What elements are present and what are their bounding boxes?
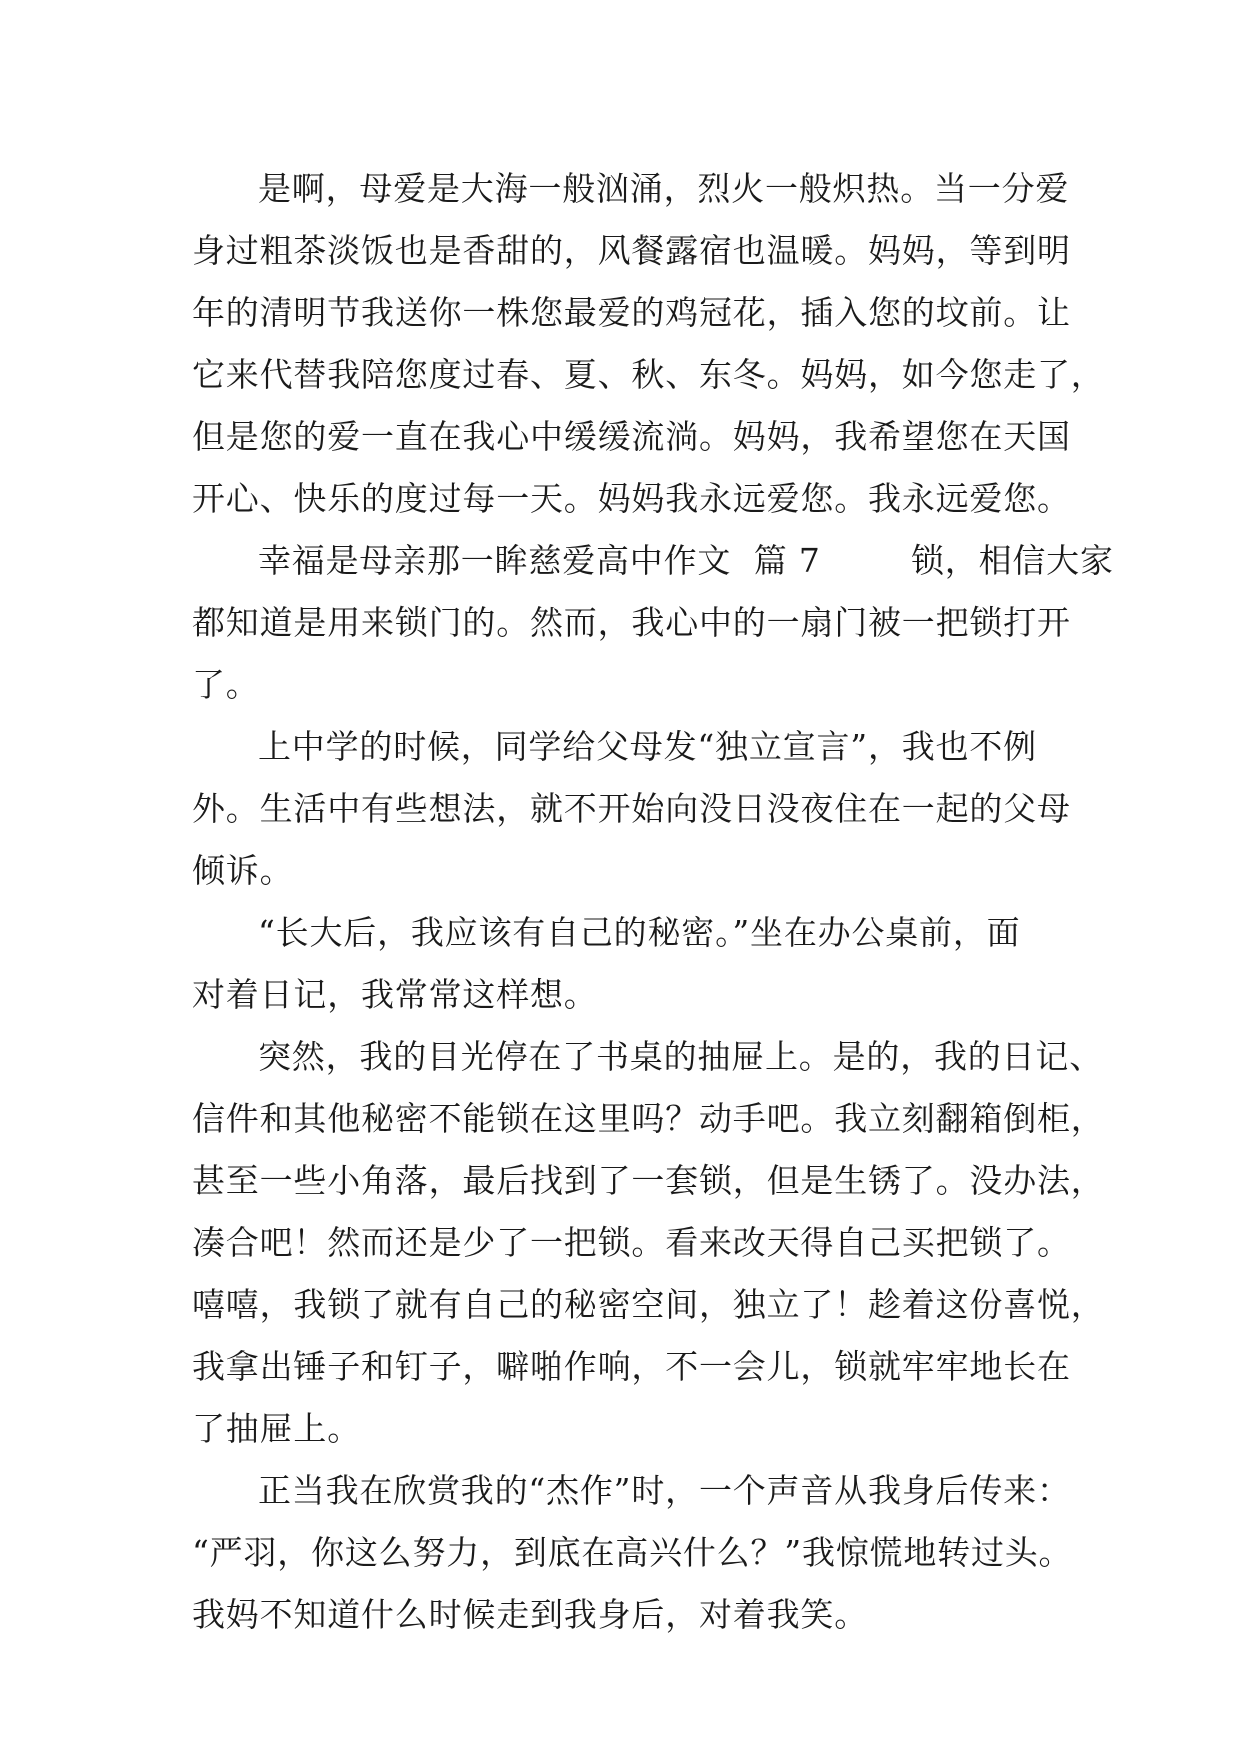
text-line: 对着日记，我常常这样想。 [192,975,598,1014]
article-body [192,158,1114,1646]
text-line: 甚至一些小角落，最后找到了一套锁，但是生锈了。没办法， [192,1161,1105,1200]
text-line: 年的清明节我送你一株您最爱的鸡冠花，插入您的坟前。让 [192,293,1071,332]
text-line: 了。 [192,665,260,704]
text-line: 倾诉。 [192,851,294,890]
text-line: “严羽，你这么努力，到底在高兴什么？”我惊慌地转过头。 [192,1533,1073,1572]
section-heading-line: 幸福是母亲那一眸慈爱高中作文 篇 7 锁，相信大家 [258,541,1114,580]
text-line: 都知道是用来锁门的。然而，我心中的一扇门被一把锁打开 [192,603,1071,642]
text-line: 但是您的爱一直在我心中缓缓流淌。妈妈，我希望您在天国 [192,417,1071,456]
text-line: 身过粗茶淡饭也是香甜的，风餐露宿也温暖。妈妈，等到明 [192,231,1071,270]
text-line: 是啊，母爱是大海一般汹涌，烈火一般炽热。当一分爱 [258,169,1070,208]
text-line: 上中学的时候，同学给父母发“独立宣言”，我也不例 [258,727,1037,766]
text-line: 嘻嘻，我锁了就有自己的秘密空间，独立了！趁着这份喜悦， [192,1285,1105,1324]
text-line: 凑合吧！然而还是少了一把锁。看来改天得自己买把锁了。 [192,1223,1071,1262]
text-line: 开心、快乐的度过每一天。妈妈我永远爱您。我永远爱您。 [192,479,1071,518]
text-line: 它来代替我陪您度过春、夏、秋、东冬。妈妈，如今您走了， [192,355,1105,394]
text-line: 正当我在欣赏我的“杰作”时，一个声音从我身后传来： [258,1471,1071,1510]
text-line: 我妈不知道什么时候走到我身后，对着我笑。 [192,1595,868,1634]
text-line: 信件和其他秘密不能锁在这里吗？动手吧。我立刻翻箱倒柜， [192,1099,1105,1138]
text-line: 了抽屉上。 [192,1409,361,1448]
text-line: 外。生活中有些想法，就不开始向没日没夜住在一起的父母 [192,789,1071,828]
text-line: “长大后，我应该有自己的秘密。”坐在办公桌前，面 [258,913,1021,952]
text-line: 我拿出锤子和钉子，噼啪作响，不一会儿，锁就牢牢地长在 [192,1347,1071,1386]
text-line: 突然，我的目光停在了书桌的抽屉上。是的，我的日记、 [258,1037,1103,1076]
